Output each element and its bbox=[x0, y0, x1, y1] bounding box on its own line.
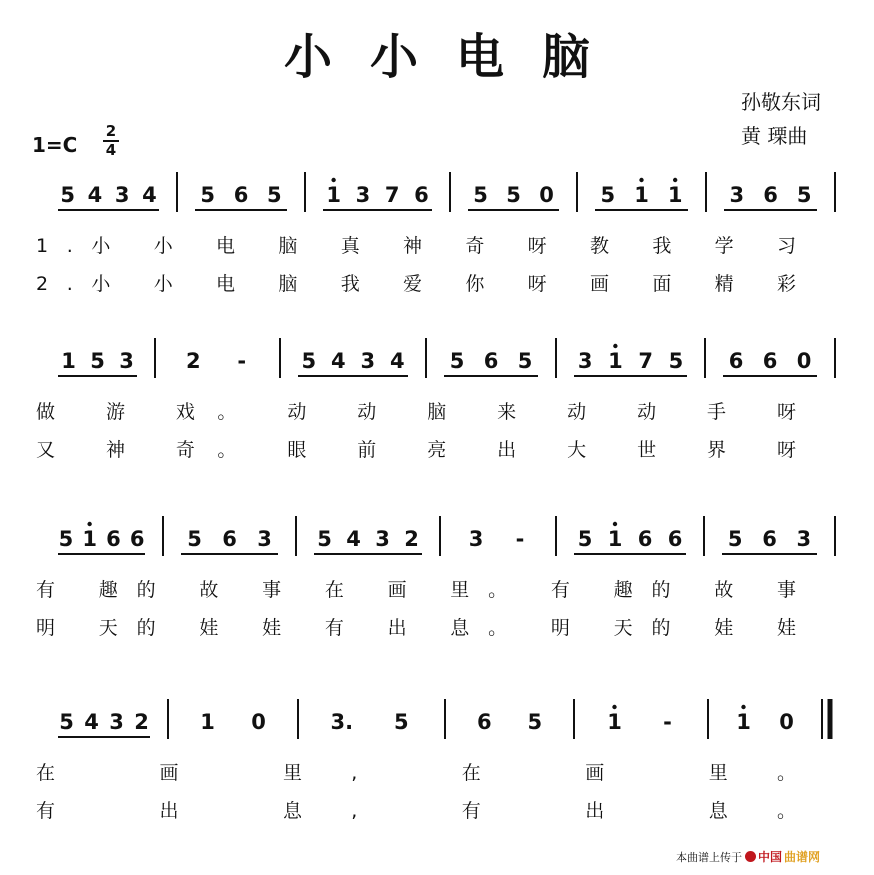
note: 4 bbox=[389, 349, 405, 373]
note: 3 bbox=[375, 527, 390, 551]
note: 4 bbox=[330, 349, 346, 373]
note: 5 bbox=[577, 527, 593, 551]
octave-dot bbox=[673, 178, 677, 182]
note: 5 bbox=[317, 527, 332, 551]
note: 4 bbox=[142, 183, 157, 207]
note: 0 bbox=[251, 710, 266, 734]
song-title: 小小电脑 bbox=[283, 29, 628, 85]
note: 0 bbox=[539, 183, 554, 207]
site-name-highlight: 曲谱网 bbox=[784, 850, 821, 864]
lyric-line: 1.小 小 电 脑 真 神 奇 呀 教 我 学 习 bbox=[36, 235, 796, 257]
note: 3 bbox=[114, 183, 130, 207]
note: 5 bbox=[727, 527, 743, 551]
note: 5 bbox=[600, 183, 616, 207]
footer-text: 本曲谱上传于 bbox=[676, 850, 742, 864]
note: 0 bbox=[779, 710, 794, 734]
octave-dot bbox=[87, 522, 91, 526]
note: 1 bbox=[607, 527, 623, 551]
note: 5 bbox=[58, 527, 74, 551]
note: 7 bbox=[638, 349, 653, 373]
note: 3. bbox=[330, 710, 354, 734]
note: 1 bbox=[608, 349, 623, 373]
note: 6 bbox=[667, 527, 683, 551]
lyric-line: 有 趣的 故 事 在 画 里。 有 趣的 故 事 bbox=[36, 579, 796, 601]
lyric-line: 又 神 奇。 眼 前 亮 出 大 世 界 呀 bbox=[36, 439, 797, 461]
note: 6 bbox=[414, 183, 429, 207]
time-signature-top: 2 bbox=[105, 122, 117, 140]
note: 1 bbox=[200, 710, 215, 734]
note: 5 bbox=[200, 183, 215, 207]
key-signature: 1=C bbox=[32, 133, 78, 157]
note: - bbox=[515, 527, 525, 551]
note: 3 bbox=[119, 349, 134, 373]
note: 5 bbox=[796, 183, 812, 207]
note: 3 bbox=[468, 527, 484, 551]
octave-dot bbox=[331, 178, 335, 182]
note: 6 bbox=[763, 183, 778, 207]
note: 5 bbox=[187, 527, 202, 551]
note: 6 bbox=[637, 527, 653, 551]
note: 6 bbox=[129, 527, 145, 551]
octave-dot bbox=[741, 705, 745, 709]
note: 5 bbox=[267, 183, 282, 207]
note: 5 bbox=[59, 710, 74, 734]
lyric-line: 做 游 戏。 动 动 脑 来 动 动 手 呀 bbox=[36, 401, 797, 423]
octave-dot bbox=[613, 344, 617, 348]
site-logo bbox=[745, 848, 820, 865]
note: - bbox=[663, 710, 672, 734]
note: 4 bbox=[84, 710, 99, 734]
note: 2 bbox=[134, 710, 149, 734]
note: 3 bbox=[360, 349, 376, 373]
note: 1 bbox=[736, 710, 751, 734]
note: 3 bbox=[796, 527, 812, 551]
note: 3 bbox=[257, 527, 272, 551]
composer-credit: 黄 瑮曲 bbox=[741, 124, 808, 148]
note: 1 bbox=[607, 710, 622, 734]
note: 6 bbox=[728, 349, 744, 373]
note: 0 bbox=[796, 349, 812, 373]
note: 3 bbox=[729, 183, 745, 207]
note: 5 bbox=[301, 349, 317, 373]
lyricist-credit: 孙敬东词 bbox=[741, 90, 821, 114]
lyric-line: 2.小 小 电 脑 我 爱 你 呀 画 面 精 彩 bbox=[36, 273, 796, 295]
octave-dot bbox=[613, 522, 617, 526]
note: 6 bbox=[483, 349, 499, 373]
note: 2 bbox=[404, 527, 419, 551]
note: 3 bbox=[109, 710, 124, 734]
note: 6 bbox=[233, 183, 249, 207]
note: 6 bbox=[762, 527, 777, 551]
octave-dot bbox=[612, 705, 616, 709]
note: 6 bbox=[222, 527, 237, 551]
note: 3 bbox=[577, 349, 593, 373]
note: 1 bbox=[61, 349, 76, 373]
logo-mark-icon bbox=[745, 851, 756, 862]
note: 5 bbox=[393, 710, 409, 734]
time-signature-bottom: 4 bbox=[105, 141, 117, 159]
lyric-line: 在 画 里, 在 画 里。 bbox=[36, 762, 796, 784]
note: 6 bbox=[106, 527, 121, 551]
note: 1 bbox=[667, 183, 683, 207]
note: 4 bbox=[87, 183, 103, 207]
lyric-line: 有 出 息, 有 出 息。 bbox=[36, 800, 796, 822]
note: 3 bbox=[355, 183, 371, 207]
note: 1 bbox=[326, 183, 341, 207]
note: 5 bbox=[473, 183, 488, 207]
note: 5 bbox=[517, 349, 533, 373]
note: 5 bbox=[668, 349, 684, 373]
note: 5 bbox=[506, 183, 521, 207]
note: 5 bbox=[60, 183, 75, 207]
note: 5 bbox=[527, 710, 543, 734]
lyric-line: 明 天的 娃 娃 有 出 息。 明 天的 娃 娃 bbox=[36, 617, 796, 639]
note: 5 bbox=[90, 349, 105, 373]
note: - bbox=[237, 349, 247, 373]
note: 7 bbox=[384, 183, 400, 207]
note: 4 bbox=[346, 527, 361, 551]
note: 5 bbox=[449, 349, 465, 373]
note: 1 bbox=[82, 527, 97, 551]
note: 2 bbox=[185, 349, 201, 373]
site-name: 中国 bbox=[758, 850, 783, 864]
note: 6 bbox=[762, 349, 778, 373]
footer-upload-note bbox=[676, 848, 820, 865]
octave-dot bbox=[639, 178, 643, 182]
note: 1 bbox=[634, 183, 649, 207]
note: 6 bbox=[476, 710, 492, 734]
